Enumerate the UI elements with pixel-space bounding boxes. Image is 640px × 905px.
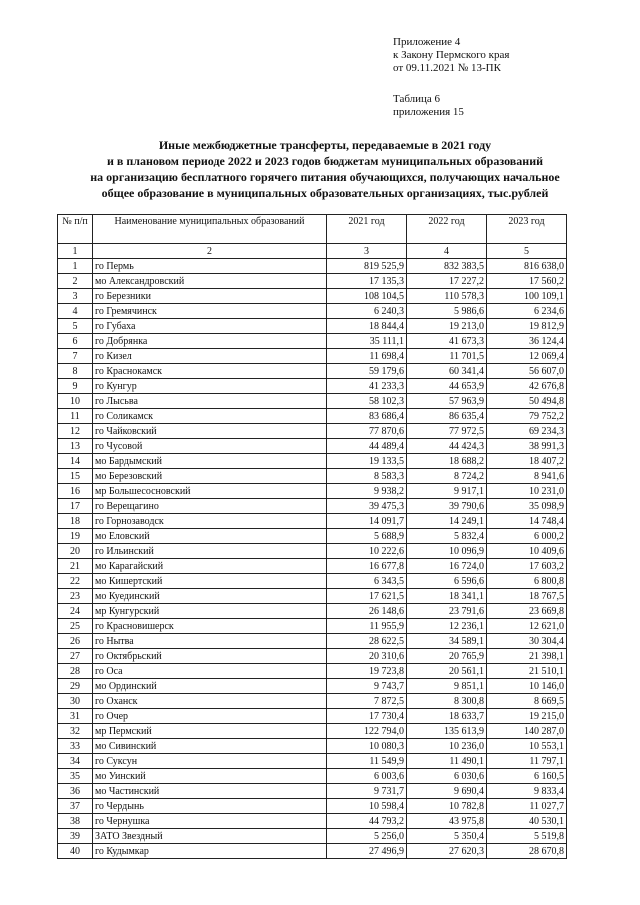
value-2021: 5 688,9 (327, 529, 407, 544)
value-2021: 10 080,3 (327, 739, 407, 754)
municipality-name: мо Сивинский (93, 739, 327, 754)
value-2021: 35 111,1 (327, 334, 407, 349)
value-2022: 8 300,8 (407, 694, 487, 709)
table-row (58, 379, 567, 394)
value-2021: 5 256,0 (327, 829, 407, 844)
table-row (58, 259, 567, 274)
row-number: 35 (58, 769, 93, 784)
value-2023: 17 560,2 (487, 274, 567, 289)
table-row (58, 274, 567, 289)
table-row (58, 544, 567, 559)
row-number: 30 (58, 694, 93, 709)
table-row (58, 499, 567, 514)
table-row (58, 349, 567, 364)
row-number: 40 (58, 844, 93, 859)
row-number: 6 (58, 334, 93, 349)
municipality-name: мо Куединский (93, 589, 327, 604)
value-2022: 12 236,1 (407, 619, 487, 634)
municipality-name: го Горнозаводск (93, 514, 327, 529)
document-title (70, 137, 580, 201)
row-number: 34 (58, 754, 93, 769)
value-2021: 59 179,6 (327, 364, 407, 379)
value-2023: 11 797,1 (487, 754, 567, 769)
value-2022: 9 917,1 (407, 484, 487, 499)
row-number: 32 (58, 724, 93, 739)
value-2022: 17 227,2 (407, 274, 487, 289)
value-2022: 10 236,0 (407, 739, 487, 754)
value-2022: 110 578,3 (407, 289, 487, 304)
municipality-name: мо Карагайский (93, 559, 327, 574)
value-2021: 17 621,5 (327, 589, 407, 604)
table-reference (393, 93, 464, 119)
row-number: 15 (58, 469, 93, 484)
row-number: 8 (58, 364, 93, 379)
municipality-name: го Пермь (93, 259, 327, 274)
row-number: 2 (58, 274, 93, 289)
value-2021: 17 135,3 (327, 274, 407, 289)
value-2023: 10 146,0 (487, 679, 567, 694)
value-2023: 30 304,4 (487, 634, 567, 649)
value-2022: 9 690,4 (407, 784, 487, 799)
row-number: 26 (58, 634, 93, 649)
row-number: 12 (58, 424, 93, 439)
value-2023: 816 638,0 (487, 259, 567, 274)
table-row (58, 469, 567, 484)
table-header-row (58, 215, 567, 244)
header-2022: 2022 год (407, 215, 487, 244)
value-2023: 19 812,9 (487, 319, 567, 334)
municipality-name: го Чернушка (93, 814, 327, 829)
table-row (58, 754, 567, 769)
value-2023: 21 510,1 (487, 664, 567, 679)
table-row (58, 589, 567, 604)
row-number: 16 (58, 484, 93, 499)
table-row (58, 334, 567, 349)
value-2023: 140 287,0 (487, 724, 567, 739)
title-line-1: Иные межбюджетные трансферты, передаваемые в 2021 году (158, 138, 492, 152)
table-row (58, 619, 567, 634)
row-number: 24 (58, 604, 93, 619)
municipality-name: го Чайковский (93, 424, 327, 439)
value-2023: 10 409,6 (487, 544, 567, 559)
table-row (58, 424, 567, 439)
table-row (58, 799, 567, 814)
municipality-name: го Чердынь (93, 799, 327, 814)
municipality-name: го Кунгур (93, 379, 327, 394)
municipality-name: го Губаха (93, 319, 327, 334)
value-2021: 17 730,4 (327, 709, 407, 724)
appendix-line-3: от 09.11.2021 № 13-ПК (393, 62, 501, 74)
row-number: 18 (58, 514, 93, 529)
row-number: 19 (58, 529, 93, 544)
value-2021: 28 622,5 (327, 634, 407, 649)
row-number: 14 (58, 454, 93, 469)
title-line-4: общее образование в муниципальных образовательных организациях, тыс.рублей (101, 186, 549, 200)
municipality-name: мо Ординский (93, 679, 327, 694)
appendix-line-1: Приложение 4 (393, 36, 461, 48)
value-2022: 18 633,7 (407, 709, 487, 724)
row-number: 25 (58, 619, 93, 634)
value-2022: 18 688,2 (407, 454, 487, 469)
table-row (58, 559, 567, 574)
table-body (58, 259, 567, 859)
table-row (58, 409, 567, 424)
row-number: 23 (58, 589, 93, 604)
value-2023: 17 603,2 (487, 559, 567, 574)
table-row (58, 634, 567, 649)
municipality-name: го Добрянка (93, 334, 327, 349)
value-2021: 9 938,2 (327, 484, 407, 499)
value-2021: 10 598,4 (327, 799, 407, 814)
value-2022: 11 701,5 (407, 349, 487, 364)
table-row (58, 604, 567, 619)
value-2021: 819 525,9 (327, 259, 407, 274)
value-2023: 6 000,2 (487, 529, 567, 544)
value-2022: 832 383,5 (407, 259, 487, 274)
table-row (58, 709, 567, 724)
col-number: 2 (93, 244, 327, 259)
value-2023: 6 800,8 (487, 574, 567, 589)
value-2023: 100 109,1 (487, 289, 567, 304)
value-2023: 9 833,4 (487, 784, 567, 799)
municipality-name: го Соликамск (93, 409, 327, 424)
value-2022: 23 791,6 (407, 604, 487, 619)
value-2023: 18 767,5 (487, 589, 567, 604)
value-2021: 11 955,9 (327, 619, 407, 634)
municipality-name: го Октябрьский (93, 649, 327, 664)
row-number: 21 (58, 559, 93, 574)
value-2022: 8 724,2 (407, 469, 487, 484)
value-2023: 50 494,8 (487, 394, 567, 409)
municipality-name: мр Пермский (93, 724, 327, 739)
value-2022: 27 620,3 (407, 844, 487, 859)
table-row (58, 289, 567, 304)
column-number-row (58, 244, 567, 259)
row-number: 20 (58, 544, 93, 559)
value-2022: 39 790,6 (407, 499, 487, 514)
table-ref-line-2: приложения 15 (393, 106, 464, 118)
value-2021: 77 870,6 (327, 424, 407, 439)
municipality-name: го Чусовой (93, 439, 327, 454)
municipality-name: го Кудымкар (93, 844, 327, 859)
value-2022: 10 782,8 (407, 799, 487, 814)
value-2021: 58 102,3 (327, 394, 407, 409)
value-2021: 6 240,3 (327, 304, 407, 319)
value-2022: 60 341,4 (407, 364, 487, 379)
table-row (58, 514, 567, 529)
municipality-name: го Кизел (93, 349, 327, 364)
row-number: 7 (58, 349, 93, 364)
value-2022: 34 589,1 (407, 634, 487, 649)
row-number: 1 (58, 259, 93, 274)
value-2022: 77 972,5 (407, 424, 487, 439)
value-2022: 44 653,9 (407, 379, 487, 394)
value-2021: 11 549,9 (327, 754, 407, 769)
value-2022: 9 851,1 (407, 679, 487, 694)
table-row (58, 694, 567, 709)
table-row (58, 529, 567, 544)
value-2023: 8 669,5 (487, 694, 567, 709)
value-2021: 27 496,9 (327, 844, 407, 859)
municipality-name: ЗАТО Звездный (93, 829, 327, 844)
col-number: 3 (327, 244, 407, 259)
value-2022: 5 350,4 (407, 829, 487, 844)
value-2022: 135 613,9 (407, 724, 487, 739)
municipality-name: мо Уинский (93, 769, 327, 784)
row-number: 33 (58, 739, 93, 754)
value-2021: 9 731,7 (327, 784, 407, 799)
municipality-name: го Нытва (93, 634, 327, 649)
value-2023: 10 553,1 (487, 739, 567, 754)
value-2023: 69 234,3 (487, 424, 567, 439)
row-number: 5 (58, 319, 93, 334)
table-row (58, 814, 567, 829)
table-row (58, 724, 567, 739)
row-number: 39 (58, 829, 93, 844)
value-2022: 16 724,0 (407, 559, 487, 574)
municipality-name: го Очер (93, 709, 327, 724)
value-2022: 6 596,6 (407, 574, 487, 589)
header-name: Наименование муниципальных образований (93, 215, 327, 244)
value-2023: 36 124,4 (487, 334, 567, 349)
value-2022: 14 249,1 (407, 514, 487, 529)
value-2021: 108 104,5 (327, 289, 407, 304)
row-number: 10 (58, 394, 93, 409)
row-number: 17 (58, 499, 93, 514)
value-2023: 35 098,9 (487, 499, 567, 514)
value-2021: 9 743,7 (327, 679, 407, 694)
value-2023: 38 991,3 (487, 439, 567, 454)
value-2022: 5 986,6 (407, 304, 487, 319)
value-2023: 40 530,1 (487, 814, 567, 829)
value-2023: 12 621,0 (487, 619, 567, 634)
header-2023: 2023 год (487, 215, 567, 244)
municipality-name: мр Большесосновский (93, 484, 327, 499)
value-2021: 44 489,4 (327, 439, 407, 454)
value-2022: 57 963,9 (407, 394, 487, 409)
value-2022: 6 030,6 (407, 769, 487, 784)
value-2023: 28 670,8 (487, 844, 567, 859)
row-number: 3 (58, 289, 93, 304)
value-2023: 19 215,0 (487, 709, 567, 724)
value-2023: 5 519,8 (487, 829, 567, 844)
value-2023: 8 941,6 (487, 469, 567, 484)
municipality-name: го Оханск (93, 694, 327, 709)
value-2023: 18 407,2 (487, 454, 567, 469)
title-line-3: на организацию бесплатного горячего питания обучающихся, получающих начальное (90, 170, 560, 184)
value-2021: 10 222,6 (327, 544, 407, 559)
value-2023: 56 607,0 (487, 364, 567, 379)
value-2022: 20 765,9 (407, 649, 487, 664)
row-number: 37 (58, 799, 93, 814)
municipality-name: мо Еловский (93, 529, 327, 544)
value-2022: 86 635,4 (407, 409, 487, 424)
value-2022: 43 975,8 (407, 814, 487, 829)
row-number: 31 (58, 709, 93, 724)
value-2021: 19 133,5 (327, 454, 407, 469)
municipality-name: мо Александровский (93, 274, 327, 289)
row-number: 22 (58, 574, 93, 589)
value-2021: 16 677,8 (327, 559, 407, 574)
value-2023: 14 748,4 (487, 514, 567, 529)
value-2021: 20 310,6 (327, 649, 407, 664)
table-row (58, 304, 567, 319)
municipality-name: го Ильинский (93, 544, 327, 559)
appendix-block (393, 36, 509, 75)
municipality-name: мо Частинский (93, 784, 327, 799)
value-2023: 11 027,7 (487, 799, 567, 814)
value-2022: 20 561,1 (407, 664, 487, 679)
value-2022: 18 341,1 (407, 589, 487, 604)
value-2023: 6 234,6 (487, 304, 567, 319)
table-row (58, 439, 567, 454)
value-2022: 41 673,3 (407, 334, 487, 349)
value-2022: 11 490,1 (407, 754, 487, 769)
transfers-table (57, 214, 567, 859)
municipality-name: мр Кунгурский (93, 604, 327, 619)
table-row (58, 829, 567, 844)
table-ref-line-1: Таблица 6 (393, 93, 441, 105)
municipality-name: го Оса (93, 664, 327, 679)
row-number: 28 (58, 664, 93, 679)
header-num: № п/п (58, 215, 93, 244)
table-row (58, 454, 567, 469)
municipality-name: го Гремячинск (93, 304, 327, 319)
row-number: 36 (58, 784, 93, 799)
municipality-name: мо Березовский (93, 469, 327, 484)
value-2021: 26 148,6 (327, 604, 407, 619)
value-2022: 19 213,0 (407, 319, 487, 334)
col-number: 5 (487, 244, 567, 259)
value-2022: 10 096,9 (407, 544, 487, 559)
table-row (58, 739, 567, 754)
municipality-name: го Березники (93, 289, 327, 304)
table-row (58, 394, 567, 409)
value-2021: 7 872,5 (327, 694, 407, 709)
table-row (58, 664, 567, 679)
col-number: 1 (58, 244, 93, 259)
municipality-name: го Краснокамск (93, 364, 327, 379)
row-number: 38 (58, 814, 93, 829)
value-2021: 6 003,6 (327, 769, 407, 784)
value-2021: 18 844,4 (327, 319, 407, 334)
value-2021: 19 723,8 (327, 664, 407, 679)
value-2021: 6 343,5 (327, 574, 407, 589)
municipality-name: мо Бардымский (93, 454, 327, 469)
table-row (58, 649, 567, 664)
table-row (58, 784, 567, 799)
value-2021: 14 091,7 (327, 514, 407, 529)
row-number: 4 (58, 304, 93, 319)
value-2021: 83 686,4 (327, 409, 407, 424)
table-row (58, 364, 567, 379)
value-2023: 23 669,8 (487, 604, 567, 619)
row-number: 13 (58, 439, 93, 454)
value-2023: 42 676,8 (487, 379, 567, 394)
value-2022: 5 832,4 (407, 529, 487, 544)
value-2023: 12 069,4 (487, 349, 567, 364)
table-row (58, 574, 567, 589)
value-2021: 39 475,3 (327, 499, 407, 514)
value-2023: 79 752,2 (487, 409, 567, 424)
table-row (58, 679, 567, 694)
municipality-name: го Верещагино (93, 499, 327, 514)
municipality-name: го Красновишерск (93, 619, 327, 634)
header-2021: 2021 год (327, 215, 407, 244)
row-number: 27 (58, 649, 93, 664)
row-number: 9 (58, 379, 93, 394)
table-row (58, 484, 567, 499)
table-row (58, 844, 567, 859)
value-2023: 6 160,5 (487, 769, 567, 784)
table-row (58, 769, 567, 784)
municipality-name: го Лысьва (93, 394, 327, 409)
title-line-2: и в плановом периоде 2022 и 2023 годов бюджетам муниципальных образований (106, 154, 544, 168)
municipality-name: го Суксун (93, 754, 327, 769)
value-2021: 11 698,4 (327, 349, 407, 364)
appendix-line-2: к Закону Пермского края (393, 49, 510, 61)
col-number: 4 (407, 244, 487, 259)
value-2021: 41 233,3 (327, 379, 407, 394)
row-number: 11 (58, 409, 93, 424)
municipality-name: мо Кишертский (93, 574, 327, 589)
value-2021: 122 794,0 (327, 724, 407, 739)
value-2023: 21 398,1 (487, 649, 567, 664)
value-2021: 44 793,2 (327, 814, 407, 829)
table-row (58, 319, 567, 334)
row-number: 29 (58, 679, 93, 694)
value-2022: 44 424,3 (407, 439, 487, 454)
value-2021: 8 583,3 (327, 469, 407, 484)
value-2023: 10 231,0 (487, 484, 567, 499)
